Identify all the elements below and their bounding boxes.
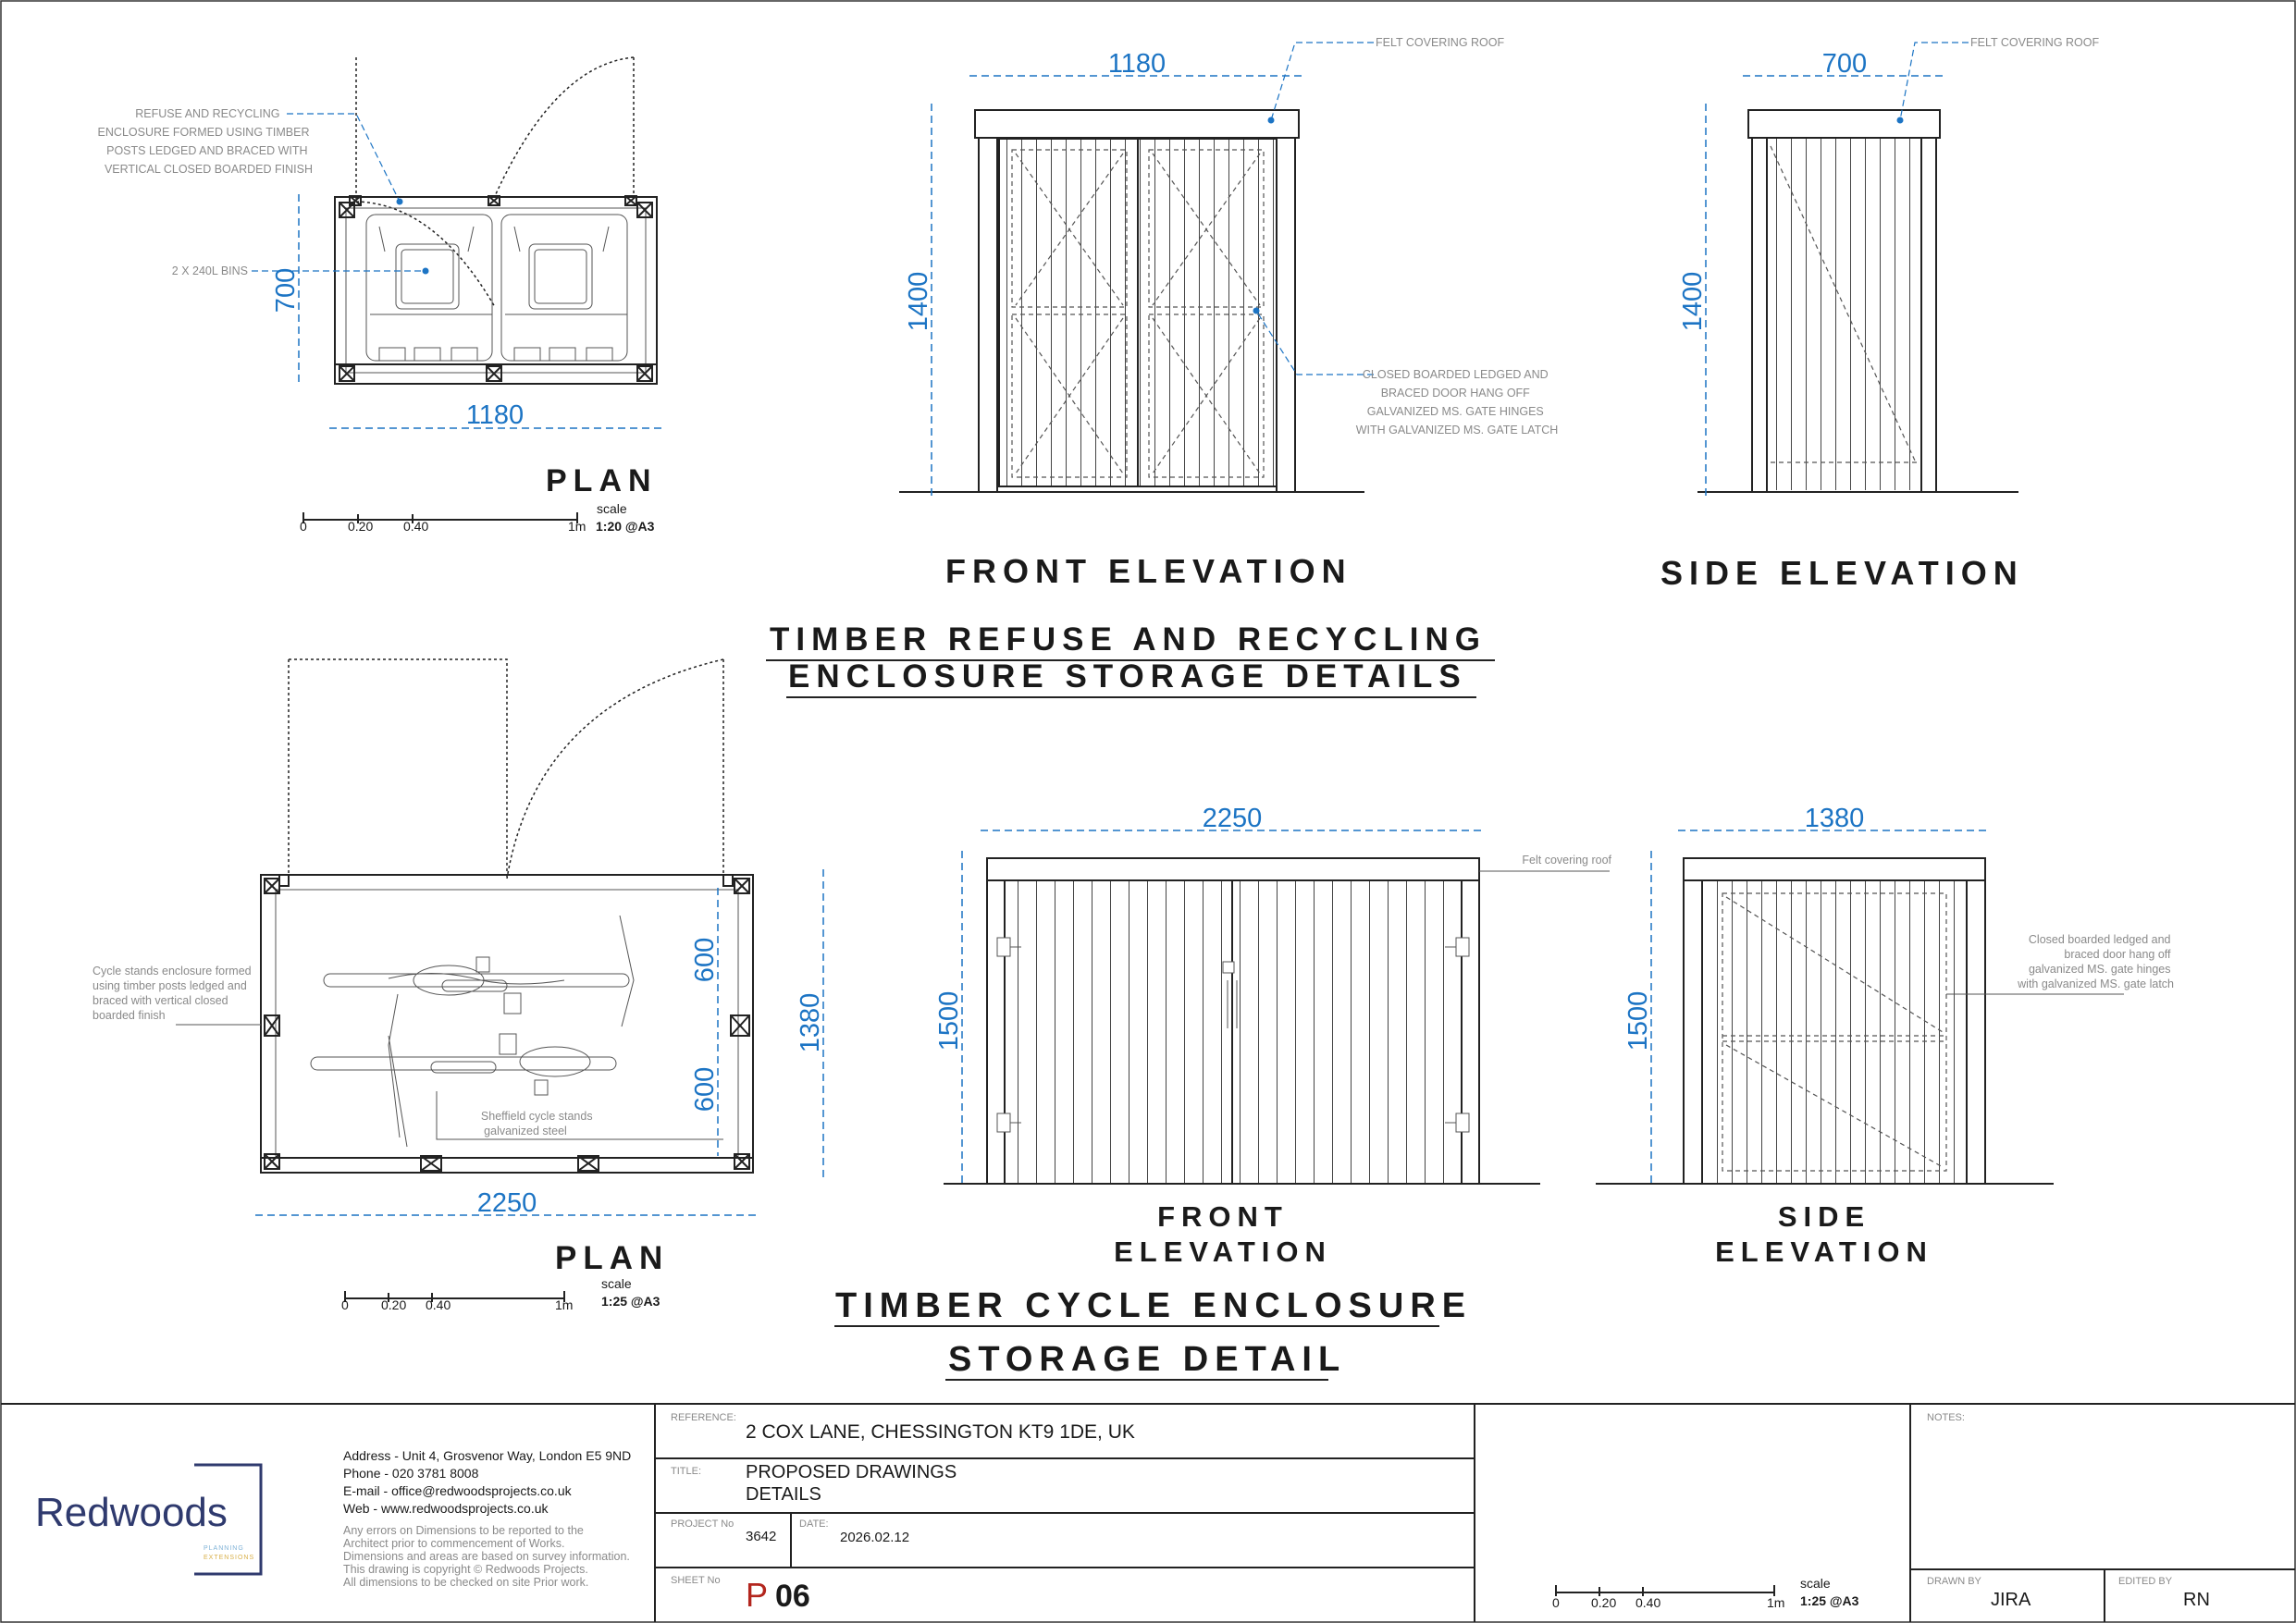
refuse-front-elevation <box>899 36 1558 590</box>
cycle-heading-line: STORAGE DETAIL <box>948 1340 1347 1379</box>
scale-tick: 0.20 <box>1591 1595 1617 1610</box>
refuse-plan-bins-note: 2 X 240L BINS <box>171 264 248 277</box>
company-logo <box>35 1465 261 1574</box>
note-line: Cycle stands enclosure formed <box>93 965 252 977</box>
note-line: POSTS LEDGED AND BRACED WITH <box>106 144 308 157</box>
disclaimer-line: This drawing is copyright © Redwoods Projects. <box>343 1563 588 1576</box>
edited-by-label: EDITED BY <box>2118 1576 2173 1587</box>
company-email: E-mail - office@redwoodsprojects.co.uk <box>343 1483 572 1498</box>
scale-label: scale <box>601 1276 632 1291</box>
company-address: Address - Unit 4, Grosvenor Way, London E5 9ND <box>343 1448 632 1463</box>
scale-tick: 0.40 <box>1636 1595 1661 1610</box>
refuse-side-elevation <box>1660 36 2100 592</box>
cycle-plan-title: PLAN <box>555 1240 670 1276</box>
note-line: WITH GALVANIZED MS. GATE LATCH <box>1355 424 1559 436</box>
cycle-plan-half-dim-a: 600 <box>690 937 720 983</box>
refuse-side-width-dim: 700 <box>1821 49 1868 79</box>
date-value: 2026.02.12 <box>840 1530 910 1545</box>
reference-value: 2 COX LANE, CHESSINGTON KT9 1DE, UK <box>746 1421 1135 1443</box>
cycle-front-roof-note: Felt covering roof <box>1522 854 1611 867</box>
cycle-heading <box>834 1286 1472 1380</box>
note-line: galvanized MS. gate hinges <box>2028 963 2171 976</box>
cycle-side-height-dim: 1500 <box>1623 990 1653 1051</box>
cycle-plan-width-dim: 2250 <box>476 1188 537 1218</box>
scale-tick: 0.40 <box>403 519 429 534</box>
sheet-prefix: P <box>746 1576 769 1614</box>
note-line: with galvanized MS. gate latch <box>2018 977 2174 990</box>
note-line: GALVANIZED MS. GATE HINGES <box>1366 405 1544 418</box>
refuse-plan <box>98 57 662 534</box>
scale-value: 1:25 @A3 <box>1800 1593 1859 1608</box>
refuse-front-roof-note: FELT COVERING ROOF <box>1376 36 1505 49</box>
disclaimer-line: All dimensions to be checked on site Prior work. <box>343 1576 589 1589</box>
notes-label: NOTES: <box>1927 1412 1965 1423</box>
scale-tick: 0.20 <box>381 1297 407 1312</box>
scale-value: 1:20 @A3 <box>596 519 655 534</box>
note-line: REFUSE AND RECYCLING <box>135 107 280 120</box>
refuse-front-height-dim: 1400 <box>904 271 933 332</box>
scale-tick: 1m <box>555 1297 574 1312</box>
title-line: DETAILS <box>746 1484 821 1505</box>
refuse-plan-scale-bar <box>300 501 655 534</box>
refuse-heading-line: TIMBER REFUSE AND RECYCLING <box>770 621 1487 658</box>
scale-label: scale <box>1800 1576 1831 1591</box>
refuse-plan-enclosure-note <box>98 107 313 176</box>
sheet-no-label: SHEET No <box>671 1575 721 1586</box>
cycle-side-door-note <box>2017 933 2174 990</box>
cycle-plan-half-dim-b: 600 <box>690 1066 720 1113</box>
note-line: VERTICAL CLOSED BOARDED FINISH <box>104 163 313 176</box>
note-line: braced with vertical closed <box>93 994 228 1007</box>
note-line: Closed boarded ledged and <box>2028 933 2171 946</box>
date-label: DATE: <box>799 1518 829 1530</box>
cycle-plan <box>93 659 825 1312</box>
logo-sub: PLANNING <box>204 1545 244 1552</box>
cycle-front-title-line: ELEVATION <box>1114 1236 1332 1268</box>
project-no-value: 3642 <box>746 1529 777 1544</box>
refuse-side-height-dim: 1400 <box>1678 271 1708 332</box>
note-line: ENCLOSURE FORMED USING TIMBER <box>97 126 310 139</box>
disclaimer-line: Dimensions and areas are based on survey information. <box>343 1550 630 1563</box>
drawn-by-value: JIRA <box>1991 1590 2031 1610</box>
refuse-side-title: SIDE ELEVATION <box>1660 554 2024 592</box>
note-line: CLOSED BOARDED LEDGED AND <box>1362 368 1549 381</box>
disclaimer <box>343 1524 633 1589</box>
project-no-label: PROJECT No <box>671 1518 734 1530</box>
cycle-front-title-line: FRONT <box>1157 1200 1289 1233</box>
company-web: Web - www.redwoodsprojects.co.uk <box>343 1501 549 1516</box>
cycle-front-width-dim: 2250 <box>1202 804 1263 833</box>
disclaimer-line: Architect prior to commencement of Works. <box>343 1537 565 1550</box>
note-line: Sheffield cycle stands <box>480 1110 593 1123</box>
logo-text: Redwoods <box>35 1490 228 1535</box>
scale-tick: 0.40 <box>426 1297 451 1312</box>
refuse-side-roof-note: FELT COVERING ROOF <box>1970 36 2100 49</box>
reference-label: REFERENCE: <box>671 1412 736 1423</box>
cycle-plan-enclosure-note <box>93 965 254 1022</box>
sheet-number: 06 <box>775 1579 810 1614</box>
refuse-heading-line: ENCLOSURE STORAGE DETAILS <box>788 658 1467 695</box>
title-label: TITLE: <box>671 1466 702 1477</box>
company-phone: Phone - 020 3781 8008 <box>343 1466 479 1481</box>
refuse-front-door-note <box>1356 368 1559 436</box>
cycle-plan-depth-dim: 1380 <box>796 992 825 1053</box>
drawn-by-label: DRAWN BY <box>1927 1576 1981 1587</box>
cycle-side-elevation <box>1596 804 2174 1268</box>
scale-tick: 0 <box>300 519 307 534</box>
scale-value: 1:25 @A3 <box>601 1294 660 1309</box>
note-line: boarded finish <box>93 1009 166 1022</box>
cycle-heading-line: TIMBER CYCLE ENCLOSURE <box>835 1286 1473 1325</box>
refuse-front-title: FRONT ELEVATION <box>945 552 1352 590</box>
cycle-plan-stands-note <box>481 1110 596 1137</box>
scale-tick: 1m <box>1767 1595 1785 1610</box>
cycle-front-elevation <box>934 804 1612 1268</box>
cycle-plan-scale-bar <box>341 1276 660 1312</box>
refuse-plan-width-dim: 1180 <box>465 400 525 430</box>
title-block-scale-bar <box>1552 1576 1859 1610</box>
cycle-side-title-line: SIDE <box>1777 1200 1871 1233</box>
cycle-side-title-line: ELEVATION <box>1715 1236 1933 1268</box>
edited-by-value: RN <box>2183 1590 2210 1610</box>
scale-tick: 0.20 <box>348 519 374 534</box>
note-line: galvanized steel <box>484 1125 567 1137</box>
logo-sub: EXTENSIONS <box>204 1555 255 1561</box>
scale-tick: 0 <box>1552 1595 1560 1610</box>
refuse-front-width-dim: 1180 <box>1107 49 1167 79</box>
title-block <box>1 1404 2295 1622</box>
note-line: using timber posts ledged and <box>93 979 247 992</box>
refuse-plan-depth-dim: 700 <box>271 267 301 314</box>
refuse-plan-title: PLAN <box>546 463 658 498</box>
note-line: BRACED DOOR HANG OFF <box>1380 387 1530 400</box>
refuse-heading <box>766 621 1495 697</box>
scale-label: scale <box>597 501 627 516</box>
title-line: PROPOSED DRAWINGS <box>746 1462 957 1482</box>
scale-tick: 0 <box>341 1297 349 1312</box>
cycle-front-height-dim: 1500 <box>934 990 964 1051</box>
note-line: braced door hang off <box>2064 948 2171 961</box>
disclaimer-line: Any errors on Dimensions to be reported to the <box>343 1524 584 1537</box>
scale-tick: 1m <box>568 519 586 534</box>
cycle-side-width-dim: 1380 <box>1804 804 1865 833</box>
